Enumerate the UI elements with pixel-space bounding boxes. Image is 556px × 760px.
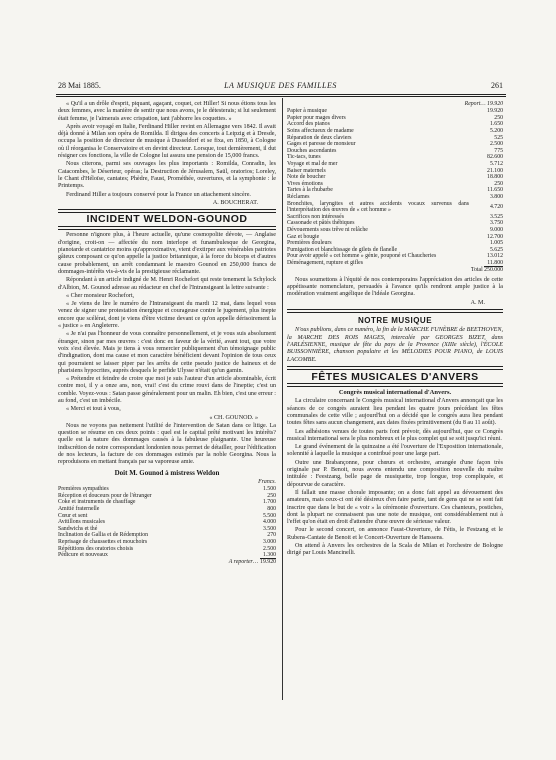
- account-row: [287, 201, 503, 214]
- carry-row: A reporter… 19.920: [228, 558, 276, 565]
- section-rule: [287, 383, 503, 387]
- carry-label: A reporter: [228, 558, 253, 565]
- account-item-value: 21.100: [487, 167, 503, 174]
- account-item-label: Soins affectueux de madame: [287, 128, 354, 135]
- account-item-value: 800: [267, 506, 276, 513]
- letter-closing: « Merci et tout à vous,: [66, 406, 121, 413]
- report-value: 19.920: [487, 101, 503, 107]
- account-item-value: 5.200: [489, 128, 503, 135]
- account-item-value: 4.000: [262, 519, 276, 526]
- report-row: Report… 19.920: [464, 101, 503, 107]
- account-row: [287, 260, 503, 267]
- account-row: [287, 135, 503, 142]
- account-item-value: 1.500: [262, 486, 276, 493]
- journal-title: LA MUSIQUE DES FAMILLES: [224, 81, 337, 90]
- account-item-value: 3.525: [489, 213, 503, 220]
- account-item-value: 2.500: [489, 141, 503, 148]
- account-row: [287, 115, 503, 122]
- account-item-label: Gages et paresse de monsieur: [287, 141, 356, 148]
- letter-para-1: « Je viens de lire le numéro de l'Intransigeant du mardi 12 mai, dans lequel vous venez de signer une protestation énergique et courageuse contre le jugement, plus inepte encore que scélérat, dont je viens d'être victime devant ce qu'on appelle dérisoirement la « justice » en Angleterre.: [58, 301, 276, 330]
- issue-date: 28 Mai 1885.: [58, 81, 101, 90]
- account-item-value: 3.000: [262, 539, 276, 545]
- account-item-value: 1.005: [489, 240, 503, 247]
- account-item-value: 1.650: [489, 121, 503, 128]
- section-rule: [58, 226, 276, 230]
- account-item-value: 11.650: [487, 187, 503, 194]
- page-header: [58, 81, 503, 93]
- account-item-label: Réception et douceurs pour de l'étranger: [58, 492, 152, 499]
- report-label: Report: [464, 101, 481, 107]
- account-item-value: 5.712: [489, 161, 503, 168]
- carry-value: 19.920: [260, 558, 276, 565]
- total-row: [287, 267, 503, 274]
- account-row: [287, 108, 503, 115]
- account-row: [287, 220, 503, 227]
- account-item-value: 3.750: [489, 220, 503, 227]
- account-item-value: 775: [494, 147, 503, 154]
- account-item-label: Fumigation et blanchissage de gilets de flanelle: [287, 246, 398, 253]
- incident-commentary: Nous ne voyons pas nettement l'utilité de l'intervention de Satan dans ce litige. La question se résume en ces deux points : quel est le capital prêté motivant les intérêts? quelle est la nature des dommages causés à la fabuleuse plaignante. Une heureuse indiscrétion de notre correspondant londonien nous permet de détailler, pour l'édification de nos lecteurs, la facture de ces dommages estimés par la noble Georgina. Nous la reproduisons en mettant français par sa vaporeuse amie.: [58, 422, 276, 466]
- incident-intro: Personne n'ignore plus, à l'heure actuelle, qu'une cosmopolite dévote, — Anglaise d'origine, croit-on — affectée du nom interlope et funambulesque de Georgina, pianotarde et cantatrice moins qu'approximative, vient d'extirper aux vénérables patriotes gâteux composant ce qu'on appelle la justice britannique, à la force du biceps et d'autres cause probablement, un arrêt condamnant le maestro Gounod en 250,000 francs de dommages-intérêts vis-à-vis de la prestigieuse réclamante.: [58, 232, 276, 275]
- account-item-value: 1.300: [262, 552, 276, 559]
- congres-subtitle: Congrès musical international d'Anvers.: [338, 389, 452, 397]
- notre-musique-text: N'ous publions, dans ce numéro, la fin de la MARCHE FUNÈBRE de BEETHOVEN, la MARCHE DES ROIS MAGES, intercalée par GEORGES BIZET, dans l'ARLÉSIENNE, musique de fête du pays de la Provence (XIIIe siècle), l'ÉCOLE BUISSONNIÈRE, chanson populaire et les MÉLODIES POUR PIANO, de LOUIS LACOMBE.: [287, 327, 503, 363]
- account-row: [287, 181, 503, 188]
- account-item-label: Sacrifices non intéressés: [287, 213, 344, 220]
- account-title: Doit M. Gounod à mistress Weldon: [114, 468, 220, 477]
- account-item-label: Réclames: [287, 194, 310, 201]
- account-item-label: Inclination de Gallia et de Rédemption: [58, 532, 148, 539]
- anvers-para-3: Le grand événement de la quinzaine a été l'ouverture de l'Exposition internationale, solennité à laquelle la musique a contribué pour une large part.: [287, 444, 503, 458]
- account-row: [58, 526, 276, 533]
- nomenclature-commentary: Nous soumettons à l'équité de nos contemporains l'appréciation des articles de cette appétissante nomenclature, persuadés à l'avance qu'ils rendront ample justice à la modération vraiment angélique de l'idéale Georgina.: [287, 276, 503, 298]
- account-row: [287, 168, 503, 175]
- account-row: [58, 532, 276, 539]
- account-item-label: Déménagement, rupture et gifles: [287, 259, 363, 266]
- account-item-label: Répétitions des oratorios choisis: [58, 545, 134, 552]
- anvers-para-5: Il fallait une masse chorale imposante; on a donc fait appel au dévouement des amateurs, mais ceux-ci ont été désireux d'en faire partie, tant de gens qui ne se sont fait inscrire que dans le but de « voir » la cérémonie d'ouverture. Ces chanteurs, postiches, dont la plupart ne connaissent pas une note de musique, ont considérablement nui à l'effet qu'on était en droit d'attendre d'une œuvre de sérieuse valeur.: [287, 489, 503, 526]
- account-item-label: Note de boucher: [287, 174, 326, 181]
- account-item-value: 3.500: [262, 525, 276, 532]
- account-item-value: 82.600: [487, 154, 503, 161]
- account-row: [287, 148, 503, 155]
- account-item-label: Douches ascendantes: [287, 147, 337, 154]
- account-item-label: Papier pour mages divers: [287, 114, 346, 121]
- account-item-label: Pédicure et nouveaux: [58, 552, 108, 559]
- account-item-value: 9.000: [489, 226, 503, 233]
- account-item-value: 13.012: [487, 253, 503, 260]
- account-row: [287, 141, 503, 148]
- account-item-label: Vives émotions: [287, 180, 323, 187]
- account-row: [58, 552, 276, 559]
- account-row: [58, 539, 276, 546]
- account-item-value: 11.800: [487, 259, 503, 266]
- account-item-value: 4.720: [489, 203, 503, 210]
- hiller-quote: « Qu'il a un drôle d'esprit, piquant, agaçant, coquet, cet Hiller! Si nous étions tous les deux femmes, avec la manière de sentir que nous avons, je le détesterais; si lui seulement était femme, je l'aimerais avec crispation, tant j'abhorre les coquettes. »: [58, 101, 276, 122]
- account-item-label: Dévouements sous trêve ni relâche: [287, 226, 368, 233]
- anvers-para-7: On attend à Anvers les orchestres de la Scala de Milan et l'orchestre de Bologne dirigé par Louis Mancinelli.: [287, 543, 503, 557]
- account-item-label: Coke et instruments de chauffage: [58, 499, 136, 506]
- account-item-label: Papier à musique: [287, 108, 327, 115]
- account-row: [287, 253, 503, 260]
- notre-musique-title: NOTRE MUSIQUE: [357, 316, 433, 326]
- account-item-label: Amitié fraternelle: [58, 506, 100, 513]
- account-item-value: 19.920: [487, 108, 503, 115]
- account-row: [58, 486, 276, 493]
- account-item-label: Baiser maternels: [287, 167, 326, 174]
- total-value: 250.000: [484, 266, 503, 273]
- account-row: [287, 214, 503, 221]
- hiller-france: Ferdinand Hiller a toujours conservé pour la France un attachement sincère.: [66, 191, 251, 198]
- account-item-value: 5.500: [262, 512, 276, 519]
- anvers-para-1: La circulaire concernant le Congrès musical international d'Anvers annonçait que les séances de ce congrès auraient lieu pendant les quatre jours précédant les fêtes communales de cette ville ; aujourd'hui on a décidé que le congrès aura lieu pendant toutes fêtes sans aucun changement, aux dates fixées primitivement (du 8 au 11 août).: [287, 398, 503, 427]
- account-item-label: Reprisage de chaussettes et mouchoirs: [58, 539, 148, 545]
- fetes-title: FÊTES MUSICALES D'ANVERS: [311, 370, 479, 383]
- account-item-value: 250: [267, 492, 276, 499]
- account-item-label: Gaz et bougie: [287, 233, 320, 240]
- account-item-label: Accord des pianos: [287, 121, 330, 128]
- header-rule-thin: [56, 96, 506, 97]
- account-item-label: Cœur et sent: [58, 512, 88, 519]
- account-item-value: 5.625: [489, 246, 503, 253]
- account-item-label: Réparation de deux claviers: [287, 134, 352, 141]
- anvers-para-2: Les adhésions venues de toutes parts font prévoir, dès aujourd'hui, que ce Congrès musical international sera le plus nombreux et le plus complet qui se soit jusqu'ici réuni.: [287, 428, 503, 442]
- account-row: [287, 128, 503, 135]
- account-item-label: Pour avoir appelé « cet homme » génie, pouponé et Chaucheries: [287, 253, 437, 260]
- account-item-label: Premières douleurs: [287, 240, 332, 247]
- account-row: [287, 161, 503, 168]
- account-row: [58, 519, 276, 526]
- account-item-label: Premières sympathies: [58, 486, 109, 493]
- hiller-bio: Après avoir voyagé en Italie, Ferdinand Hiller revint en Allemagne vers 1842. Il avait déjà donné à Milan son opéra de Romilda. Il dirigea des concerts à Leipzig et à Dresde, occupa la position de directeur de musique à Dusseldorf et se fixa, en 1850, à Cologne où il réorganisa le Conservatoire et en devint directeur. Lorsque, tout dernièrement, il dut résigner ces fonctions, la ville de Cologne lui assura une pension de 15,000 francs.: [58, 123, 276, 160]
- signature-boucherat: A. BOUCHERAT.: [212, 199, 258, 206]
- incident-rochefort: Répondant à un article indigné de M. Henri Rochefort qui reste tenement la Schylock d'Albion, M. Gounod adresse au rédacteur en chef de l'Intransigeant la lettre suivante :: [58, 277, 276, 291]
- signature-gounod: « CH. GOUNOD. »: [209, 414, 258, 421]
- anvers-para-4: Outre une Brabançonne, pour chœurs et orchestre, arrangée d'une façon très originale par P. Benoit, nous avons entendu une composition nouvelle du maître intitulée : Feestzang, belle page de musiquette, trop longue, trop compliquée, et dépourvue de caractère.: [287, 459, 503, 488]
- section-rule: [287, 366, 503, 370]
- account-item-label: Bronchites, laryngites et autres accidents vocaux survenus dans l'interprétation des œuvres de « cet homme »: [287, 200, 469, 214]
- account-item-value: 12.700: [487, 233, 503, 240]
- account-row: [287, 227, 503, 234]
- account-item-label: Cassonade et pâtés thébiques: [287, 220, 355, 227]
- account-row: [287, 187, 503, 194]
- account-row: [287, 247, 503, 254]
- account-item-label: Avitillons musicales: [58, 519, 106, 526]
- account-row: [287, 154, 503, 161]
- total-label: Total: [470, 266, 483, 273]
- hiller-works: Nous citerons, parmi ses ouvrages les plus importants : Romilda, Conradin, les Catacombes, le Déserteur, opéras; la Destruction de Jérusalem, Saül, oratorios; Loreley, le Chant d'Héloïse, cantates; Phèdre, Faust, Prométhée, ouvertures, et la symphonie : le Printemps.: [58, 161, 276, 190]
- account-row: [287, 240, 503, 247]
- letter-para-3: « Prétendre et feindre de croire que moi je suis l'auteur d'un article abominable, écrit contre moi, il y a onze ans, non, vrai! c'est du crime rouvi dans de l'ineptie; c'est un comble. Voyez-vous : Satan passe généralement pour un malin. Eh bien, c'est une erreur : au fond, c'est un imbécile.: [58, 376, 276, 404]
- account-row: [58, 506, 276, 513]
- account-item-label: Tartes à la rhubarbe: [287, 187, 333, 194]
- account-item-value: 270: [267, 532, 276, 539]
- right-column: [287, 101, 503, 559]
- account-table-right: [287, 108, 503, 266]
- incident-title: INCIDENT WELDON-GOUNOD: [86, 213, 248, 226]
- account-row: [58, 546, 276, 553]
- page-number: 261: [491, 81, 503, 90]
- account-item-label: Tic-tacs, tunes: [287, 154, 321, 161]
- account-unit: Francs.: [258, 478, 276, 485]
- left-column: [58, 101, 276, 566]
- letter-salutation: « Cher monsieur Rochefort,: [66, 292, 135, 299]
- account-row: [287, 194, 503, 201]
- signature-am: A. M.: [470, 299, 485, 306]
- anvers-para-6: Pour le second concert, on annonce Faust-Ouverture, de Fétis, le Festzang et le Rubens-Cantate de Benoit et le Concert-Ouverture de Hanssens.: [287, 527, 503, 541]
- account-item-value: 1.700: [262, 499, 276, 506]
- account-row: [287, 234, 503, 241]
- account-item-label: Sandwichs et thé: [58, 525, 98, 532]
- account-item-value: 250: [494, 180, 503, 187]
- letter-para-2: « Je n'ai pas l'honneur de vous connaître personnellement, et je vous suis absolument étranger, sinon par mes œuvres : c'est donc en faveur de la vérité, avant tout, que votre voix s'est élevée. Mais je tiens à vous remercier publiquement d'un témoignage public d'indignation, dont ma cause et mon caractère bénéficient devant l'opinion de tous ceux qui pourraient se laisser piper par les arrêts de cette pseudo justice de haineux et de pharisiens hypocrites, auprès desquels le perfide Ulysse n'était qu'un gamin.: [58, 331, 276, 374]
- account-item-label: Voyage et mal de mer: [287, 161, 338, 168]
- account-row: [58, 513, 276, 520]
- account-row: [287, 174, 503, 181]
- header-rule: [56, 94, 506, 95]
- account-item-value: 2.500: [262, 545, 276, 552]
- account-item-value: 18.800: [487, 174, 503, 181]
- account-item-value: 525: [494, 134, 503, 141]
- section-rule: [287, 309, 503, 313]
- account-item-value: 3.800: [489, 194, 503, 201]
- account-table-left: [58, 486, 276, 559]
- account-item-value: 250: [494, 114, 503, 121]
- column-divider: [282, 98, 283, 700]
